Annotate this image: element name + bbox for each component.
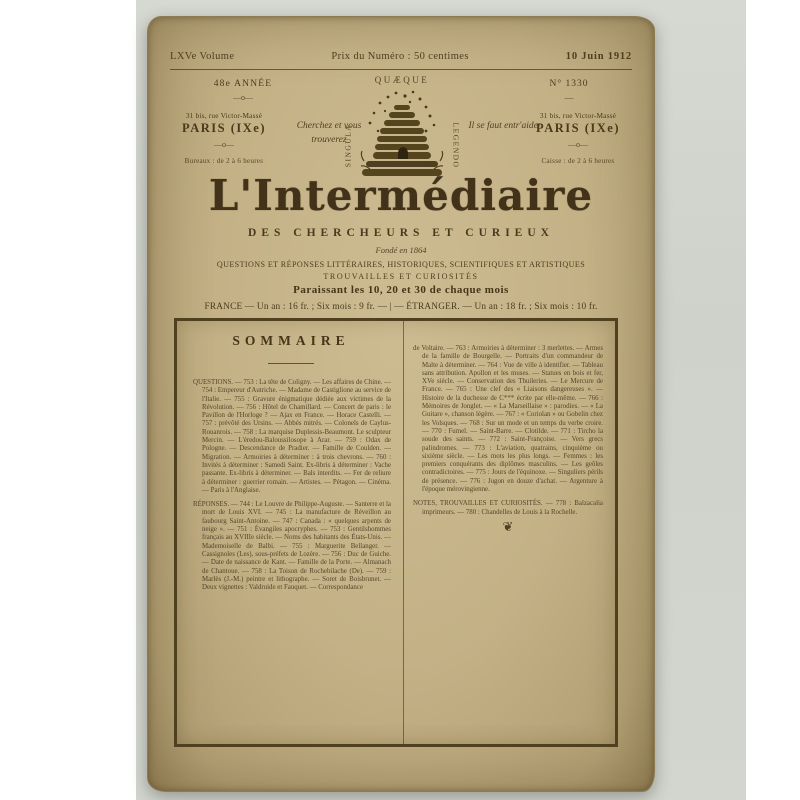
sommaire-column-left	[193, 379, 391, 598]
issue-date: 10 Juin 1912	[565, 51, 632, 62]
masthead-rule	[170, 69, 632, 70]
founded-line: Fondé en 1864	[375, 245, 427, 255]
sommaire-reponses-continued: de Voltaire. — 763 : Armoiries à déterminer : 3 merlettes. — Armes de la famille de Bourgelle. — Portraits d'un commandeur de Malte à déterminer. — 764 : Vue de ville à identifier. — Tableau sans attribution. Apollon et les muses. — Statues en bois et fer, XVe siècle. — Conservation des Thuileries. — Le Mercure de France. — 765 : Une clef des « Liaisons dangereuses ». — Histoire de la duchesse de C*** écrite par elle-même. — 766 : Mémoires de Jonglet. — « La Marseillaise » : parodies. — « La Guitare », chanson légère. — 767 : « Coriolan » ou Gobelin chez les Volsques. — 768 : Sur un mode et un temps du verbe croire. — 770 : Fumel. — Saint-Barre. — Clotilde. — 771 : Tircho la soude des saints. — 772 : Saint-Françoise. — Vers grecs palindromes. — 773 : L'aviation, quatrains, cinquième ou sixième siècle. — Les mots les plus longs. — Femmes : les premiers conquérants des diplômes masculins. — Les geôles contradictoires. — 775 : Jours de l'équinoxe. — Singuliers périls de présence. — 776 : Jugon en douze d'achat. — Argenture à l'époque mérovingienne.	[413, 345, 603, 494]
magazine-page	[147, 16, 655, 792]
fleuron-icon: ❦	[502, 518, 514, 534]
sommaire-questions: QUESTIONS. — 753 : La tête de Coligny. — Les affaires de Chine. — 754 : Empereur d'Autriche. — Madame de Castiglione au service de l'Italie. — 755 : Gravure énigmatique dédiée aux victimes de la Révolution. — 756 : Hôtel de Chamillard. — Concert de paris : le Pavillon de l'Horloge ? — Ajax en France. — Horace Castelli. — 757 : prévôté des Ursins. — Abbés mitrés. — Colonels de Caylus-Rouanrois. — 758 : La marquise Duplessis-Beaumont. Le sculpteur Mercin. — L'éredou-Baloussilosope à Arar. — 759 : Odax de Pologne. — Descendance de Pradier. — Famille de Coulden. — Migration. — Armoiries à déterminer : à trois chevrons. — 760 : Invités à déterminer : Samedi Saint. Ex-libris à déterminer : Vache passante. Ex-libris à déterminer. — Bals interdits. — Fer de reliure à déterminer : guerrier romain. — Artistes. — Pétagon. — Cinéma. — Paris à l'Anglaise.	[193, 379, 391, 494]
sommaire-box	[174, 318, 618, 747]
annee-ornament: —o—	[233, 93, 253, 102]
masthead-top-row	[170, 51, 632, 62]
issue-number: N° 1330	[549, 79, 589, 89]
category-line-2: TROUVAILLES ET CURIOSITÉS	[323, 272, 479, 281]
annee-label: 48e ANNÉE	[213, 79, 273, 89]
address-ornament: —o—	[568, 139, 588, 149]
publication-schedule: Paraissant les 10, 20 et 30 de chaque mois	[293, 284, 509, 296]
sommaire-column-right	[413, 345, 603, 537]
subscription-rates: FRANCE — Un an : 16 fr. ; Six mois : 9 fr. — | — ÉTRANGER. — Un an : 18 fr. ; Six mois : 10 fr.	[204, 302, 598, 312]
street-address: 31 bis, rue Victor-Massé	[539, 111, 617, 120]
issue-ornament: —	[564, 93, 574, 103]
column-divider	[403, 321, 404, 744]
motto-left: Cherchez et vous trouverez	[296, 121, 362, 146]
street-address: 31 bis, rue Victor-Massé	[185, 111, 263, 120]
sommaire-heading: SOMMAIRE	[232, 333, 350, 348]
motto-right: Il se faut entr'aider	[468, 121, 542, 131]
city-line: PARIS (IXe)	[536, 121, 620, 136]
volume-label: LXVe Volume	[170, 51, 235, 62]
category-line-1: QUESTIONS ET RÉPONSES LITTÉRAIRES, HISTORIQUES, SCIENTIFIQUES ET ARTISTIQUES	[216, 260, 586, 269]
sommaire-notes: NOTES, TROUVAILLES ET CURIOSITÉS. — 778 : Balzacalia imprimeurs. — 780 : Chandelles de Louis à la Rochelle.	[413, 500, 603, 516]
price-label: Prix du Numéro : 50 centimes	[331, 51, 469, 62]
sommaire-reponses: RÉPONSES. — 744 : Le Louvre de Philippe-Auguste. — Santerre et la mort de Louis XVI. — 745 : La manufacture de Réveillon au faubourg Saint-Antoine. — 747 : Canada : « quelques arpents de neige ». — 751 : Évangiles apocryphes. — 753 : Gentilshommes français au XVIIIe siècle. — Noms des habitants des États-Unis. — Mademoiselle de Balbi. — 755 : Marguerite Bellanger. — Cassignoles (Les), sous-préfets de Lozère. — 756 : Duc de Guiche. — Date de naissance de Kant. — Famille de la Porte. — Almanach de Chantoue. — 758 : La Toison de Rochebilache (De). — 759 : Marlès (J.-M.) peintre et lithographe. — Soret de Boisbrunet. — Deux vignettes : Valdruide et Fauquet. — Correspondance	[193, 501, 391, 592]
office-hours: Bureaux : de 2 à 6 heures	[184, 156, 264, 165]
journal-subtitle: DES CHERCHEURS ET CURIEUX	[248, 227, 554, 239]
journal-title: L'Intermédiaire	[208, 171, 594, 220]
city-line: PARIS (IXe)	[182, 121, 266, 136]
emblem-word-top: QUÆQUE	[374, 75, 430, 85]
address-block-left	[160, 111, 288, 165]
address-ornament: —o—	[214, 139, 234, 149]
emblem-word-left: SINGULA	[343, 123, 353, 168]
emblem-word-right: LEGENDO	[451, 122, 461, 169]
heading-rule	[268, 363, 314, 364]
office-hours: Caisse : de 2 à 6 heures	[541, 156, 615, 165]
address-block-right	[514, 111, 642, 165]
